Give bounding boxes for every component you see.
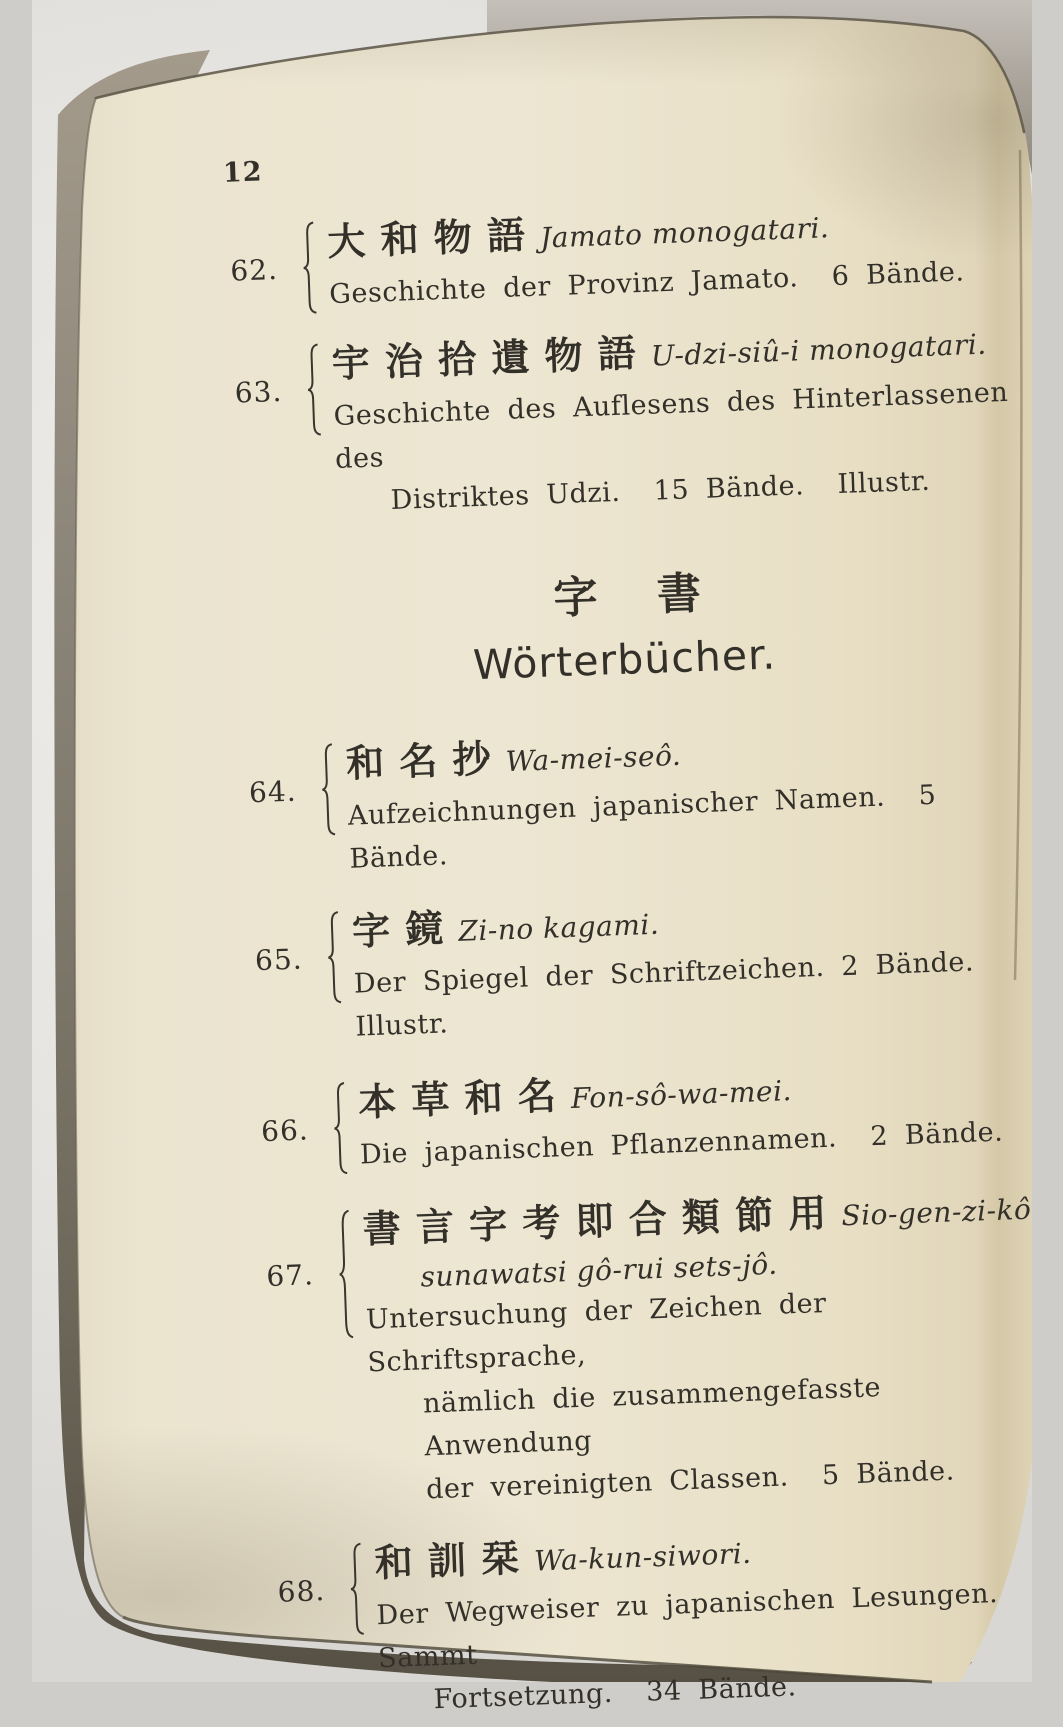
entry-number: 62. <box>229 253 278 288</box>
entry-description-line: Geschichte des Auflesens des Hinterlassenen des <box>332 370 1029 481</box>
entry-description-line: Aufzeichnungen japanischer Namen. 5 Bände. <box>347 770 1044 881</box>
catalog-entry-67 <box>256 1182 1063 1517</box>
catalog-entry-63 <box>225 316 1031 528</box>
section-heading-kanji: 字 書 <box>233 559 1034 634</box>
entry-romanization: Jamato monogatari. <box>539 211 829 254</box>
entry-romanization: U-dzi-siû-i monogatari. <box>650 328 987 373</box>
entry-number: 68. <box>277 1574 326 1609</box>
entry-romanization: Fon-sô-wa-mei. <box>570 1074 792 1115</box>
section-heading-german: Wörterbücher. <box>235 621 1036 698</box>
entry-kanji-title: 大 和 物 語 <box>326 212 526 264</box>
entry-kanji-title: 和 訓 栞 <box>373 1535 520 1585</box>
entry-brace-icon <box>317 742 337 837</box>
catalog-entry-66 <box>251 1055 1054 1181</box>
entry-number: 65. <box>254 943 303 978</box>
entry-brace-icon <box>345 1542 365 1637</box>
entry-romanization: Wa-mei-seô. <box>505 739 682 778</box>
entry-description-line: Die japanischen Pflanzennamen. 2 Bände. <box>359 1109 1054 1177</box>
catalog-entry-68 <box>267 1515 1063 1727</box>
entry-romanization-continued: sunawatsi gô-rui sets-jô. <box>363 1236 1058 1299</box>
entry-brace-icon <box>329 1081 349 1176</box>
entry-brace-icon <box>334 1208 356 1341</box>
catalog-entry-65 <box>245 884 1049 1053</box>
entry-description-line: Fortsetzung. 34 Bände. <box>378 1655 1063 1723</box>
entry-brace-icon <box>323 910 343 1005</box>
entry-description-line: Der Wegweiser zu japanischen Lesungen. Sammt <box>375 1569 1063 1680</box>
entry-kanji-title: 宇 治 拾 遺 物 語 <box>330 330 637 386</box>
entry-kanji-title: 書 言 字 考 即 合 類 節 用 <box>361 1190 827 1252</box>
entry-description-line: der vereinigten Classen. 5 Bände. <box>371 1446 1063 1514</box>
entry-number: 64. <box>248 775 297 810</box>
entry-description-line: Der Spiegel der Schriftzeichen. 2 Bände. Illustr. <box>353 938 1050 1049</box>
page-number: 12 <box>222 131 1018 187</box>
entry-kanji-title: 和 名 抄 <box>345 736 492 786</box>
entry-number: 66. <box>260 1113 309 1148</box>
entry-kanji-title: 本 草 和 名 <box>357 1073 557 1125</box>
entry-romanization: Sio-gen-zi-kô <box>840 1193 1031 1233</box>
catalog-entry-64 <box>239 716 1043 885</box>
entry-romanization: Wa-kun-siwori. <box>533 1537 751 1578</box>
entry-romanization: Zi-no kagami. <box>457 908 659 948</box>
catalog-entry-62 <box>220 194 1023 320</box>
entry-description-line: Geschichte der Provinz Jamato. 6 Bände. <box>328 248 1023 316</box>
entry-brace-icon <box>303 342 323 437</box>
book-photo <box>32 0 1032 1682</box>
entry-description-line: nämlich die zusammengefasste Anwendung <box>368 1360 1063 1471</box>
entry-number: 67. <box>265 1258 314 1293</box>
page-content <box>218 119 1063 1727</box>
entry-description-line: Untersuchung der Zeichen der Schriftsprache, <box>365 1274 1062 1385</box>
entry-brace-icon <box>298 221 318 316</box>
entry-kanji-title: 字 鏡 <box>351 905 445 953</box>
entry-description-line: Distriktes Udzi. 15 Bände. Illustr. <box>335 456 1030 524</box>
entry-number: 63. <box>234 375 283 410</box>
